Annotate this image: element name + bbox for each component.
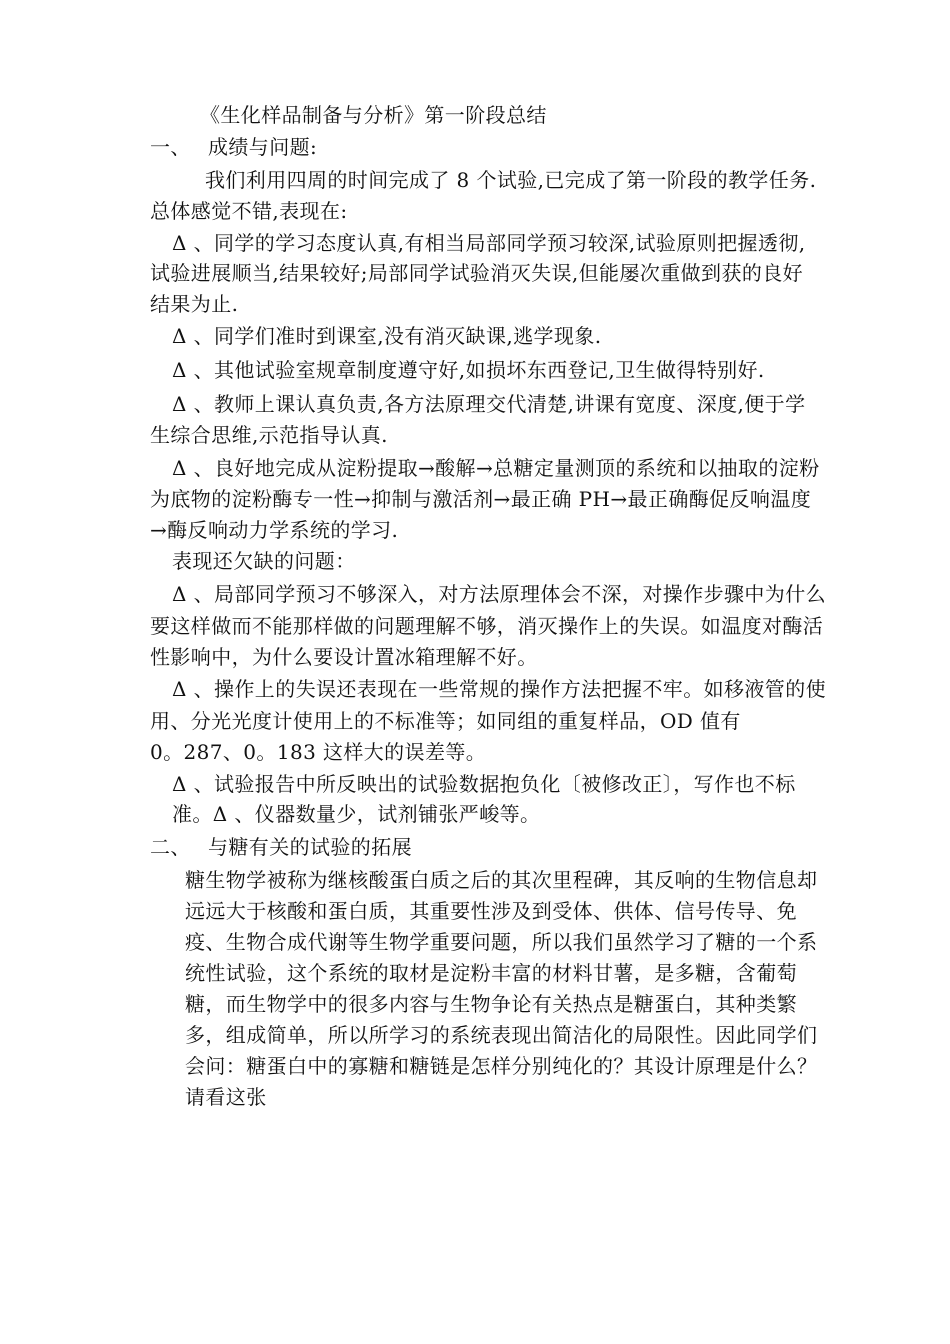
- achievement-5-line-2: 为底物的淀粉酶专一性→抑制与激活剂→最正确 PH→最正确酶促反响温度: [150, 487, 812, 511]
- achievement-1-line-2: 试验进展顺当,结果较好;局部同学试验消灭失误,但能屡次重做到获的良好: [150, 261, 804, 285]
- achievement-3: Δ 、其他试验室规章制度遵守好,如损坏东西登记,卫生做得特别好.: [172, 358, 765, 382]
- problem-2-line-2: 用、分光光度计使用上的不标准等；如同组的重复样品，OD 值有: [150, 709, 741, 733]
- section-2-line-1: 糖生物学被称为继核酸蛋白质之后的其次里程碑，其反响的生物信息却: [185, 868, 818, 892]
- intro-line-2: 总体感觉不错,表现在:: [150, 199, 348, 223]
- section-2-line-8: 请看这张: [185, 1085, 267, 1109]
- problem-1-line-3: 性影响中，为什么要设计置冰箱理解不好。: [150, 645, 538, 669]
- achievement-1-line-1: Δ 、同学的学习态度认真,有相当局部同学预习较深,试验原则把握透彻,: [172, 231, 806, 255]
- section-2-line-4: 统性试验，这个系统的取材是淀粉丰富的材料甘薯，是多糖，含葡萄: [185, 961, 797, 985]
- problem-2-line-1: Δ 、操作上的失误还表现在一些常规的操作方法把握不牢。如移液管的使: [172, 677, 827, 701]
- problem-1-line-2: 要这样做而不能那样做的问题理解不够，消灭操作上的失误。如温度对酶活: [150, 614, 824, 638]
- problems-intro: 表现还欠缺的问题：: [172, 549, 356, 573]
- section-2-line-7: 会问：糖蛋白中的寡糖和糖链是怎样分别纯化的？其设计原理是什么？: [185, 1054, 818, 1078]
- problem-3-line-2: 准。Δ 、仪器数量少，试剂铺张严峻等。: [172, 802, 541, 826]
- achievement-5-line-1: Δ 、良好地完成从淀粉提取→酸解→总糖定量测顶的系统和以抽取的淀粉: [172, 456, 820, 480]
- achievement-2: Δ 、同学们准时到课室,没有消灭缺课,逃学现象.: [172, 324, 602, 348]
- achievement-5-line-3: →酶反响动力学系统的学习.: [150, 518, 399, 542]
- problem-3-line-1: Δ 、试验报告中所反映出的试验数据抱负化〔被修改正〕，写作也不标: [172, 772, 796, 796]
- section-1-number: 一、: [150, 135, 191, 159]
- problem-1-line-1: Δ 、局部同学预习不够深入，对方法原理体会不深，对操作步骤中为什么: [172, 582, 827, 606]
- section-2-heading: 与糖有关的试验的拓展: [208, 835, 412, 859]
- problem-2-line-3: 0。287、0。183 这样大的误差等。: [150, 740, 487, 764]
- achievement-4-line-1: Δ 、教师上课认真负责,各方法原理交代清楚,讲课有宽度、深度,便于学: [172, 392, 806, 416]
- section-2-line-5: 糖，而生物学中的很多内容与生物争论有关热点是糖蛋白，其种类繁: [185, 992, 797, 1016]
- section-2-line-3: 疫、生物合成代谢等生物学重要问题，所以我们虽然学习了糖的一个系: [185, 930, 818, 954]
- section-2-line-2: 远远大于核酸和蛋白质，其重要性涉及到受体、供体、信号传导、免: [185, 899, 797, 923]
- section-2-number: 二、: [150, 835, 191, 859]
- achievement-1-line-3: 结果为止.: [150, 292, 239, 316]
- document-title: 《生化样品制备与分析》第一阶段总结: [200, 103, 547, 127]
- section-1-heading: 成绩与问题:: [208, 135, 318, 159]
- achievement-4-line-2: 生综合思维,示范指导认真.: [150, 423, 388, 447]
- section-2-line-6: 多，组成简单，所以所学习的系统表现出简洁化的局限性。因此同学们: [185, 1023, 818, 1047]
- intro-line-1: 我们利用四周的时间完成了 8 个试验,已完成了第一阶段的教学任务.: [205, 168, 817, 192]
